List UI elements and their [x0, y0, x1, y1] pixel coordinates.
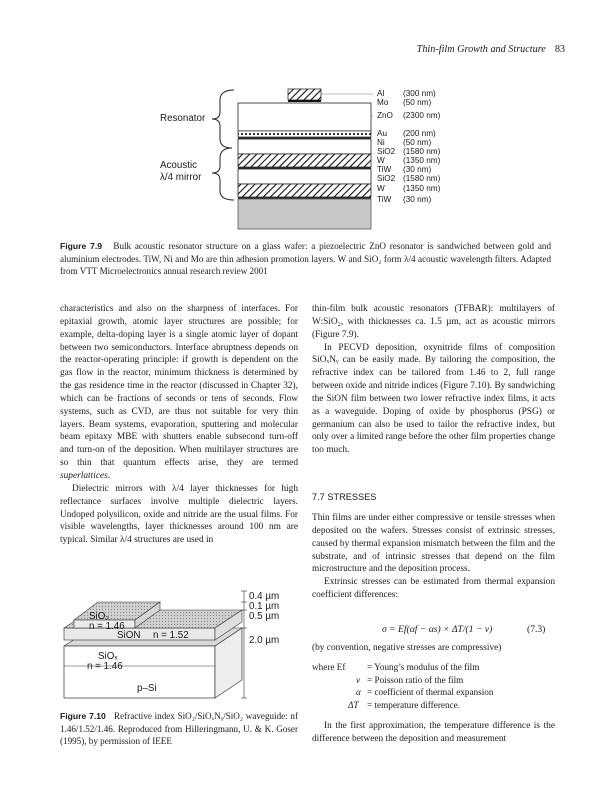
- def-symbol: ΔT: [348, 699, 359, 710]
- paragraph: Extrinsic stresses can be estimated from thermal expansion coefficient differences:: [312, 577, 555, 601]
- layer-label: Mo: [377, 98, 389, 107]
- sion-label: SiON: [117, 630, 141, 641]
- def-text: = Young’s modulus of the film: [367, 662, 480, 672]
- acoustic-label: Acoustic: [160, 160, 198, 171]
- paragraph: [60, 303, 298, 483]
- section-heading: 7.7 STRESSES: [312, 492, 377, 502]
- caption-text: Bulk acoustic resonator structure on a glass wafer: a piezoelectric ZnO resonator is sandwiched between gold and aluminium electrodes. TiW, Ni and Mo are thin adhesion promotion layers. W and SiO₂ form λ/4 acoustic wavelength filters. Adapted from VTT Microelectronics annual research review 2001: [60, 241, 552, 277]
- paragraph: thin-film bulk acoustic resonators (TFBAR): multilayers of W:SiO₂, with thicknesses ca. 1.5 µm, act as acoustic mirrors (Figure 7.9).: [312, 304, 555, 340]
- mirror-brace: [212, 148, 234, 200]
- paragraph: In PECVD deposition, oxynitride films of composition SiOₓNᵧ can be easily made. By tailoring the composition, the refractive index can be tailored from 1.46 to 2, full range between oxide and nitride indices (Figure 7.10). By sandwiching the SiON film between two lower refractive index films, it acts as a waveguide. Doping of oxide by phosphorus (PSG) or germanium can also be used to tailor the refractive index, but only over a limited range before the other film properties change too much.: [312, 342, 555, 456]
- figure-7-10: [60, 588, 300, 702]
- layer-sio2-2: [238, 169, 371, 184]
- paragraph: Dielectric mirrors with λ/4 layer thicknesses for high reflectance surfaces involve multiple dielectric layers. Undoped polysilicon, oxide and nitride are the usual films. For visible wavelengths, layer thicknesses around 100 nm are typical. Similar λ/4 structures are used in: [60, 483, 298, 546]
- left-column: [60, 303, 298, 547]
- layer-label: ZnO: [377, 111, 393, 120]
- def-text: = Poisson ratio of the film: [367, 674, 464, 685]
- paragraph: In the first approximation, the temperature difference is the difference between the deposition and measurement: [312, 721, 555, 744]
- def-symbol: where Ef: [312, 662, 346, 672]
- siox-label: SiOₓ: [98, 651, 118, 662]
- layer-label: W: [377, 184, 385, 193]
- equation: σ = Ef(αf − αs) × ΔT/(1 − ν): [382, 624, 493, 635]
- layer-w-2: [238, 184, 371, 197]
- def-text: = coefficient of thermal expansion: [367, 687, 494, 698]
- right-column: [312, 303, 555, 457]
- def-text: = temperature difference.: [367, 699, 461, 710]
- layer-thickness: (1350 nm): [403, 184, 441, 193]
- layer-label: Al: [377, 89, 385, 98]
- layer-thickness: (1350 nm): [403, 156, 441, 165]
- n-top-label: n = 1.46: [89, 621, 125, 632]
- paragraph: Thin films are under either compressive or tensile stresses when deposited on the wafers. Stresses consist of extrinsic stresses, caused by thermal expansion mismatch between the film and the substrate, and of intrinsic stresses that depend on the film microstructure and the deposition process.: [312, 513, 555, 575]
- equation-number: (7.3): [527, 624, 546, 635]
- caption-text: Refractive index SiO₂/SiOₓNᵧ/SiO₂ waveguide: nf 1.46/1.52/1.46. Reproduced from Hilleringmann, U. & K. Goser (1995), by permission of IEEE: [60, 711, 299, 747]
- glass-wafer: [238, 199, 371, 229]
- layer-label: Au: [377, 129, 388, 138]
- layer-thickness: (1580 nm): [403, 147, 441, 156]
- symbol-definitions: [312, 661, 555, 711]
- paragraph-text: .: [107, 470, 111, 481]
- layer-au: [238, 131, 371, 137]
- sio2-top-label: SiO₂: [89, 611, 110, 622]
- layer-w-1: [238, 154, 371, 167]
- layer-thickness: (30 nm): [403, 165, 432, 174]
- layer-sio2-1: [238, 139, 371, 154]
- dim-label: 0.5 µm: [249, 611, 280, 622]
- layer-mo: [288, 100, 321, 102]
- layer-thickness: (200 nm): [403, 129, 436, 138]
- right-column-section: [312, 512, 555, 602]
- layer-al: [288, 89, 321, 100]
- resonator-brace: [212, 90, 234, 148]
- layer-label: TiW: [377, 165, 392, 174]
- n-siox-label: n = 1.46: [87, 661, 123, 672]
- layer-thickness: (2300 nm): [403, 111, 441, 120]
- dim-label: 0.4 µm: [249, 591, 280, 602]
- figure-7-9-caption: [60, 240, 551, 278]
- layer-label: Ni: [377, 138, 385, 147]
- n-sion-label: n = 1.52: [153, 630, 189, 641]
- resonator-label: Resonator: [160, 113, 206, 124]
- dim-label: 0.1 µm: [249, 601, 280, 612]
- term-superlattices: superlattices: [60, 470, 108, 481]
- layer-label: TiW: [377, 195, 392, 204]
- layer-thickness: (50 nm): [403, 98, 432, 107]
- dim-label: 2.0 µm: [249, 635, 280, 646]
- equation-note: (by convention, negative stresses are compressive): [312, 643, 502, 653]
- layer-zno: [238, 103, 371, 131]
- substrate-label: p–Si: [137, 683, 157, 694]
- layer-label: SiO2: [377, 147, 396, 156]
- layer-thickness: (50 nm): [403, 138, 432, 147]
- layer-thickness: (1580 nm): [403, 174, 441, 183]
- def-symbol: α: [356, 687, 361, 698]
- figure-7-9: [0, 0, 615, 240]
- layer-label: W: [377, 156, 385, 165]
- layer-thickness: (30 nm): [403, 195, 432, 204]
- mirror-label: λ/4 mirror: [160, 172, 202, 183]
- figure-7-9-diagram: [0, 0, 615, 240]
- caption-label: Figure 7.9: [60, 241, 103, 251]
- running-title: Thin-film Growth and Structure: [416, 44, 546, 55]
- paragraph-text: characteristics and also on the sharpness of interfaces. For epitaxial growth, atomic layer structures are possible; for example, delta-doping layer is a single atomic layer of dopant between two semiconductors. Interface abruptness depends on the reactor-operating principle: if growth is dependent on the gas flow in the reactor, minimum thickness is determined by the gas residence time in the reactor (discussed in Chapter 32), which can be fractions of seconds or tens of seconds. Flow systems, such as CVD, are thus not suitable for very thin layers. Beam systems, evaporation, sputtering and molecular beam epitaxy MBE with shutters enable subsecond turn-off and turn-on of the deposition. When multilayer structures are so thin that quantum effects arise, they are termed: [60, 304, 298, 469]
- def-symbol: ν: [356, 674, 361, 685]
- layer-thickness: (300 nm): [403, 89, 436, 98]
- figure-7-10-caption: [60, 710, 298, 748]
- right-column-end: [312, 720, 555, 746]
- caption-label: Figure 7.10: [60, 711, 106, 721]
- layer-label: SiO2: [377, 174, 396, 183]
- page-number: 83: [554, 44, 565, 55]
